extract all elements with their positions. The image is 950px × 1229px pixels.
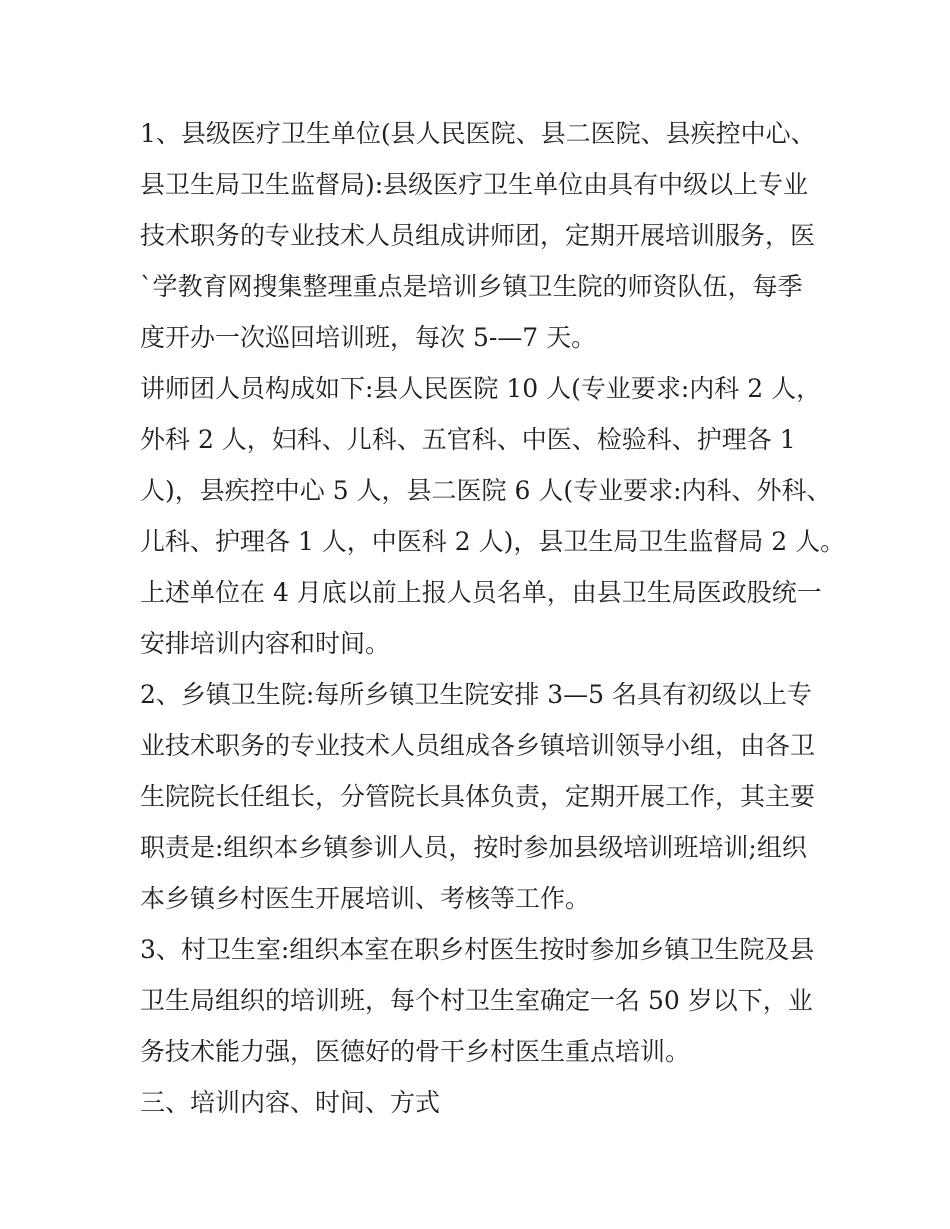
text-line: 县卫生局卫生监督局):县级医疗卫生单位由具有中级以上专业 [140,170,809,199]
text-line: 技术职务的专业技术人员组成讲师团，定期开展培训服务，医 [140,221,816,250]
text-line: 3、村卫生室:组织本室在职乡村医生按时参加乡镇卫生院及县 [140,935,815,964]
text-line: 安排培训内容和时间。 [140,629,391,658]
text-line: 2、乡镇卫生院:每所乡镇卫生院安排 3—5 名具有初级以上专 [140,680,813,709]
text-line: 1、县级医疗卫生单位(县人民医院、县二医院、县疾控中心、 [140,119,816,148]
text-line: 儿科、护理各 1 人，中医科 2 人)，县卫生局卫生监督局 2 人。 [140,527,846,556]
text-line: 职责是:组织本乡镇参训人员，按时参加县级培训班培训;组织 [140,833,807,862]
document-body [140,108,846,1128]
text-line: 生院院长任组长，分管院长具体负责，定期开展工作，其主要 [140,782,816,811]
text-line: 业技术职务的专业技术人员组成各乡镇培训领导小组，由各卫 [140,731,816,760]
section-heading: 三、培训内容、时间、方式 [140,1088,441,1117]
text-line: 上述单位在 4 月底以前上报人员名单，由县卫生局医政股统一 [140,578,822,607]
text-line: 讲师团人员构成如下:县人民医院 10 人(专业要求:内科 2 人， [140,374,822,403]
text-line: `学教育网搜集整理重点是培训乡镇卫生院的师资队伍，每季 [140,272,803,301]
text-line: 本乡镇乡村医生开展培训、考核等工作。 [140,884,591,913]
text-line: 卫生局组织的培训班，每个村卫生室确定一名 50 岁以下，业 [140,986,813,1015]
text-line: 人)，县疾控中心 5 人，县二医院 6 人(专业要求:内科、外科、 [140,476,832,505]
text-line: 度开办一次巡回培训班，每次 5-—7 天。 [140,323,597,352]
text-line: 外科 2 人，妇科、儿科、五官科、中医、检验科、护理各 1 [140,425,796,454]
text-line: 务技术能力强，医德好的骨干乡村医生重点培训。 [140,1037,691,1066]
